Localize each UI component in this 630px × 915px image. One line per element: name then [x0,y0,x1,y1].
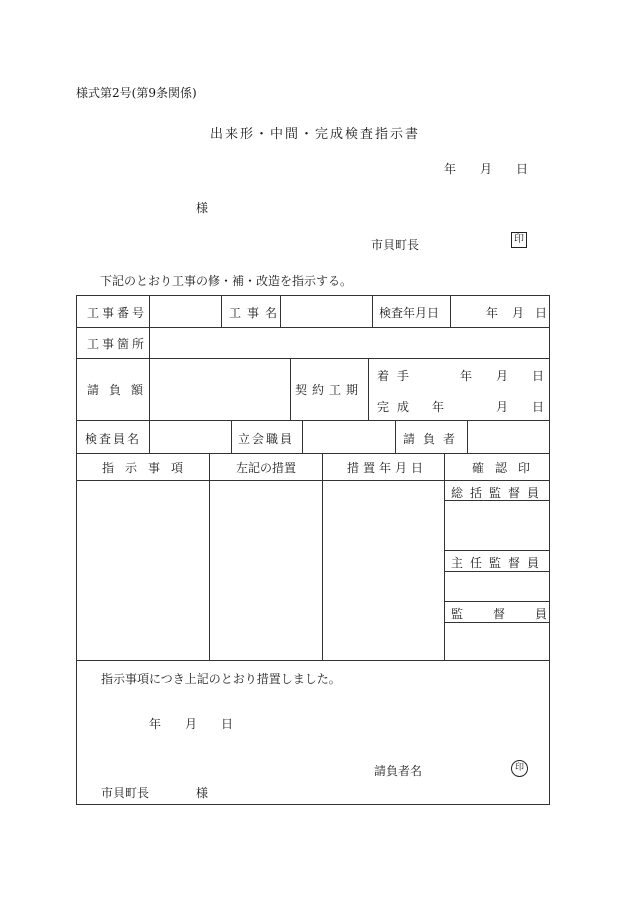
witness-label: 立会職員 [238,432,295,446]
row-divider [77,660,550,661]
col-divider [209,453,210,660]
intro-text: 下記のとおり工事の修・補・改造を指示する。 [100,274,353,288]
date-year-label: 年 [444,162,457,176]
issuer-name: 市貝町長 [371,238,420,252]
row-divider [77,420,550,421]
row-divider [445,550,550,551]
col-divider [149,296,150,327]
inspection-day-label: 日 [535,306,548,320]
start-day-label: 日 [532,369,545,383]
honorific-label: 様 [196,786,209,800]
start-label: 着手 [377,369,418,383]
row-divider [77,453,550,454]
contractor-name-label: 請負者名 [374,764,423,778]
instructions-header: 指示事項 [102,461,195,475]
col-divider [444,453,445,660]
completion-label: 完成 [377,400,418,414]
inspector-label: 検査員名 [85,432,142,446]
addressee-suffix: 様 [196,201,209,215]
contract-amount-label: 請負額 [87,383,154,397]
col-divider [231,420,232,453]
seal-icon: 印 [511,760,528,777]
general-supervisor-label: 総括監督員 [451,486,547,500]
col-divider [149,327,150,358]
document-title: 出来形・中間・完成検査指示書 [209,127,420,142]
form-number: 様式第2号(第9条関係) [76,86,197,100]
completion-day-label: 日 [532,400,545,414]
contractor-label: 請負者 [403,432,464,446]
confirmation-header: 確認印 [472,461,542,475]
col-divider [221,296,222,327]
col-divider [302,420,303,453]
inspection-month-label: 月 [512,306,525,320]
footer-month-label: 月 [185,717,198,731]
supervisor-label: 監督員 [451,607,578,621]
start-year-label: 年 [460,369,473,383]
col-divider [322,453,323,660]
date-day-label: 日 [516,162,529,176]
work-number-label: 工事番号 [87,306,148,320]
date-month-label: 月 [480,162,493,176]
col-divider [395,420,396,453]
inspection-year-label: 年 [486,306,499,320]
chief-supervisor-label: 主任監督員 [451,556,547,570]
col-divider [450,296,451,327]
col-divider [149,420,150,453]
col-divider [467,420,468,453]
row-divider [445,601,550,602]
completion-statement: 指示事項につき上記のとおり措置しました。 [101,672,341,686]
row-divider [445,622,550,623]
completion-year-label: 年 [432,400,445,414]
completion-month-label: 月 [496,400,509,414]
row-divider [445,571,550,572]
footer-day-label: 日 [221,717,234,731]
measure-date-header: 措置年月日 [347,461,428,475]
row-divider [77,480,550,481]
work-location-label: 工事箇所 [87,337,148,351]
col-divider [368,358,369,420]
inspection-date-label: 検査年月日 [379,306,440,320]
inspection-form-table [76,295,578,805]
contract-period-label: 契約工期 [295,383,364,397]
row-divider [77,327,550,328]
seal-icon: 印 [511,232,527,248]
work-name-label: 工事名 [229,306,284,320]
col-divider [290,358,291,420]
row-divider [77,358,550,359]
footer-year-label: 年 [149,717,162,731]
mayor-label: 市貝町長 [101,786,150,800]
measures-header: 左記の措置 [236,461,297,475]
start-month-label: 月 [496,369,509,383]
col-divider [372,296,373,327]
